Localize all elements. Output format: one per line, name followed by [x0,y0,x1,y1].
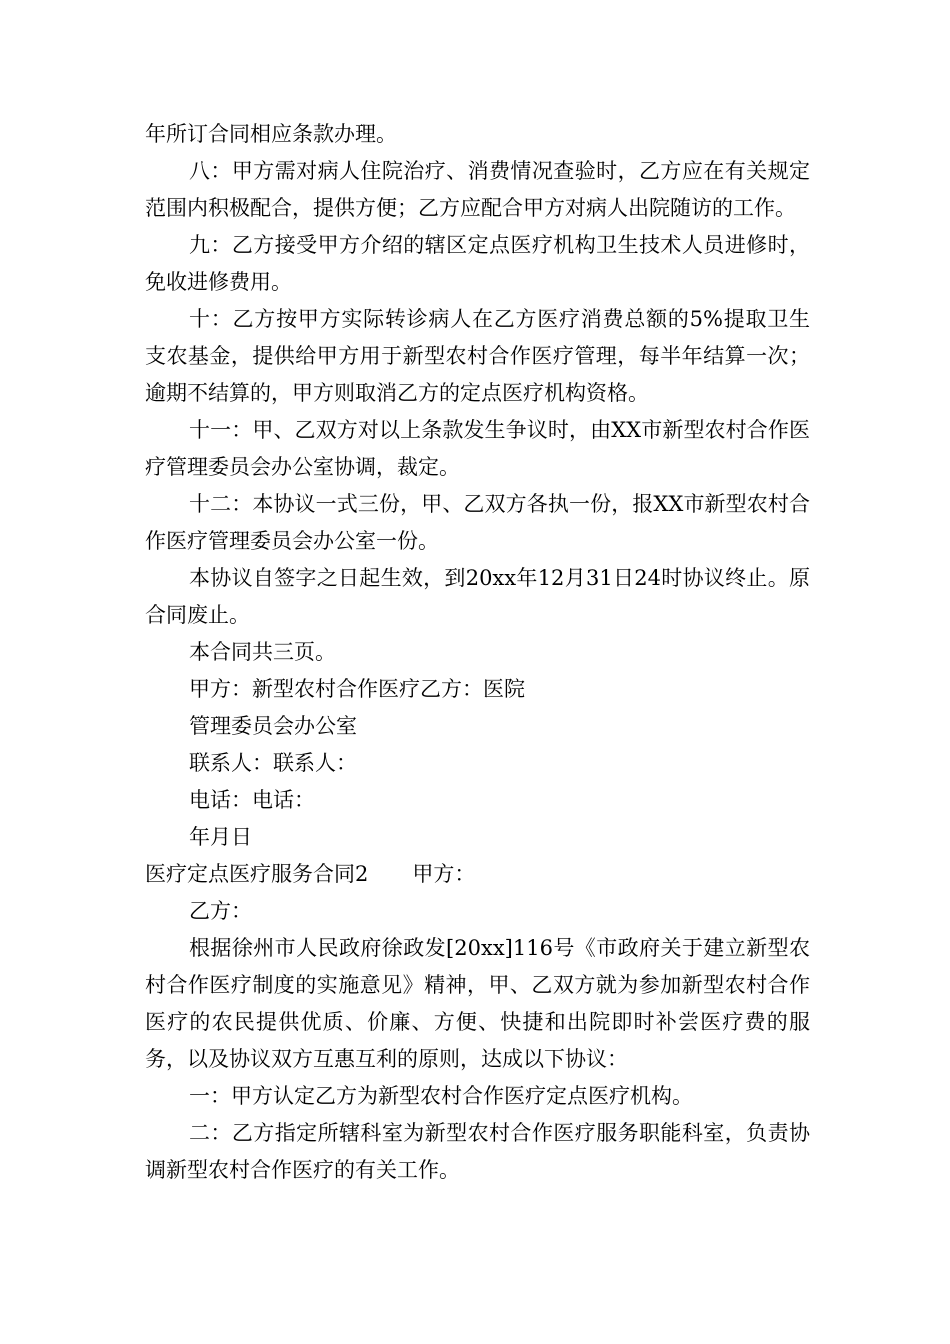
paragraph-preamble: 根据徐州市人民政府徐政发[20xx]116号《市政府关于建立新型农村合作医疗制度的实施意见》精神，甲、乙双方就为参加新型农村合作医疗的农民提供优质、价廉、方便、快捷和出院即时补尝医疗费的服务，以及协议双方互惠互利的原则，达成以下协议： [145,936,810,1071]
party-b-label: 乙方： [189,899,252,923]
signature-office: 管理委员会办公室 [189,714,357,738]
signature-date: 年月日 [189,825,252,849]
paragraph-clause-11: 十一：甲、乙双方对以上条款发生争议时，由XX市新型农村合作医疗管理委员会办公室协调，裁定。 [145,418,810,479]
paragraph-clause-12: 十二：本协议一式三份，甲、乙双方各执一份，报XX市新型农村合作医疗管理委员会办公室一份。 [145,492,810,553]
paragraph-continuation: 年所订合同相应条款办理。 [145,122,397,146]
paragraph-clause-2: 二：乙方指定所辖科室为新型农村合作医疗服务职能科室，负责协调新型农村合作医疗的有关工作。 [145,1121,810,1182]
paragraph-clause-10: 十：乙方按甲方实际转诊病人在乙方医疗消费总额的5%提取卫生支农基金，提供给甲方用于新型农村合作医疗管理，每半年结算一次；逾期不结算的，甲方则取消乙方的定点医疗机构资格。 [145,307,810,405]
signature-contacts: 联系人：联系人： [189,751,357,775]
party-a-label: 甲方： [412,862,476,886]
document-page [145,116,810,1189]
paragraph-page-count: 本合同共三页。 [189,640,336,664]
paragraph-clause-1: 一：甲方认定乙方为新型农村合作医疗定点医疗机构。 [189,1084,693,1108]
paragraph-effective-date: 本协议自签字之日起生效，到20xx年12月31日24时协议终止。原合同废止。 [145,566,810,627]
contract-title-line [145,856,810,893]
signature-phones: 电话：电话： [189,788,315,812]
paragraph-clause-8: 八：甲方需对病人住院治疗、消费情况查验时，乙方应在有关规定范围内积极配合，提供方便；乙方应配合甲方对病人出院随访的工作。 [145,159,810,220]
contract-title: 医疗定点医疗服务合同2 [145,862,369,886]
signature-parties: 甲方：新型农村合作医疗乙方：医院 [189,677,525,701]
paragraph-clause-9: 九：乙方接受甲方介绍的辖区定点医疗机构卫生技术人员进修时，免收进修费用。 [145,233,810,294]
